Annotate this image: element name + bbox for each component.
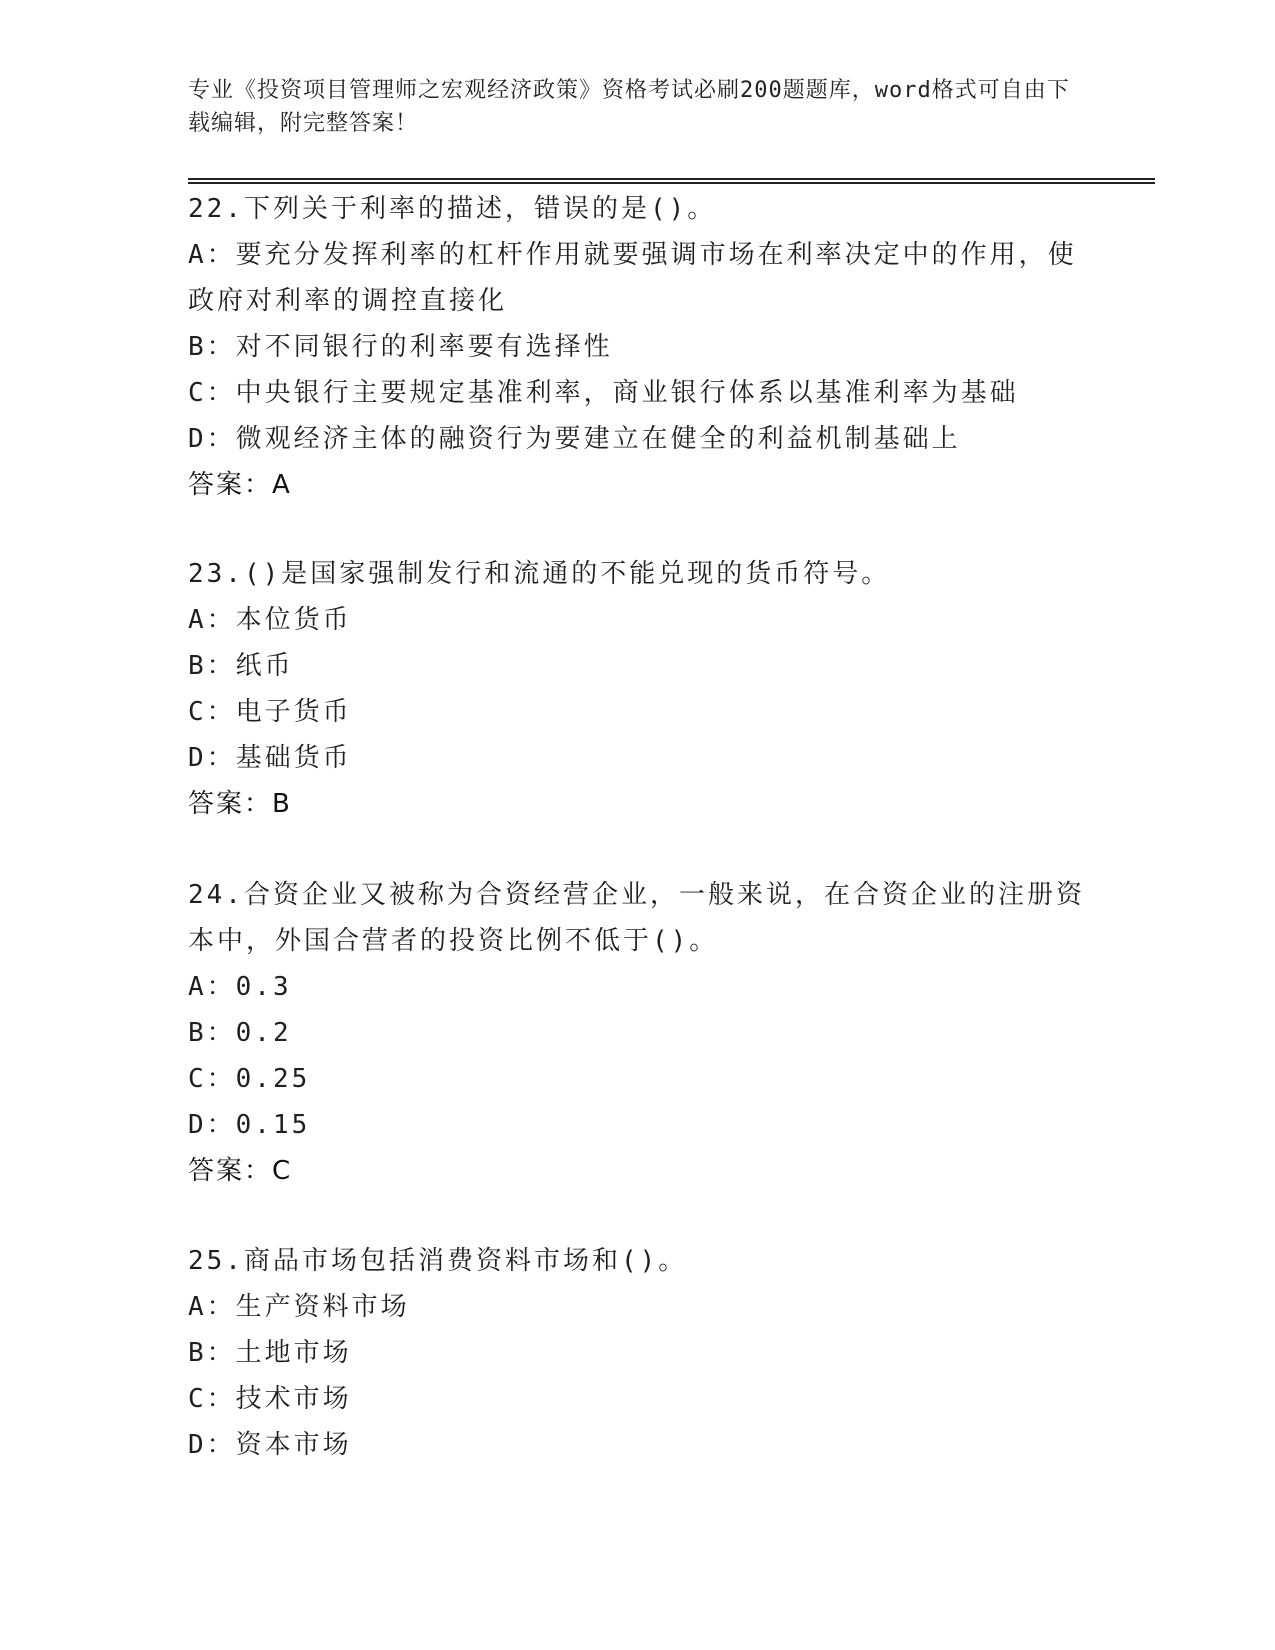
question-stem: 23.()是国家强制发行和流通的不能兑现的货币符号。 bbox=[188, 559, 891, 589]
option-c: C：电子货币 bbox=[188, 697, 352, 727]
question-22 bbox=[188, 186, 1088, 508]
option-a: A：生产资料市场 bbox=[188, 1292, 410, 1322]
option-b: B：0.2 bbox=[188, 1018, 292, 1048]
answer-label: 答案：A bbox=[188, 470, 292, 500]
question-stem: 22.下列关于利率的描述，错误的是()。 bbox=[188, 194, 717, 224]
option-d: D：基础货币 bbox=[188, 743, 352, 773]
option-b: B：纸币 bbox=[188, 651, 294, 681]
option-a: A：本位货币 bbox=[188, 605, 352, 635]
option-a: A：要充分发挥利率的杠杆作用就要强调市场在利率决定中的作用，使 bbox=[188, 240, 1077, 270]
option-d: D：微观经济主体的融资行为要建立在健全的利益机制基础上 bbox=[188, 424, 961, 454]
option-b: B：对不同银行的利率要有选择性 bbox=[188, 332, 613, 362]
header-rule-bottom bbox=[188, 182, 1155, 184]
question-25 bbox=[188, 1238, 1088, 1468]
option-c: C：0.25 bbox=[188, 1064, 311, 1094]
option-d: D：0.15 bbox=[188, 1110, 311, 1140]
question-stem-continued: 本中，外国合营者的投资比例不低于()。 bbox=[188, 926, 719, 956]
option-c: C：中央银行主要规定基准利率，商业银行体系以基准利率为基础 bbox=[188, 378, 1019, 408]
answer-label: 答案：B bbox=[188, 789, 292, 819]
question-23 bbox=[188, 551, 1088, 827]
document-header-title: 专业《投资项目管理师之宏观经济政策》资格考试必刷200题题库，word格式可自由下载编辑，附完整答案！ bbox=[188, 78, 1070, 136]
option-b: B：土地市场 bbox=[188, 1338, 352, 1368]
header-rule-top bbox=[188, 178, 1155, 180]
question-stem: 25.商品市场包括消费资料市场和()。 bbox=[188, 1246, 688, 1276]
option-a: A：0.3 bbox=[188, 972, 292, 1002]
option-c: C：技术市场 bbox=[188, 1384, 352, 1414]
option-a-continued: 政府对利率的调控直接化 bbox=[188, 286, 508, 316]
answer-label: 答案：C bbox=[188, 1156, 293, 1186]
option-d: D：资本市场 bbox=[188, 1430, 352, 1460]
question-stem: 24.合资企业又被称为合资经营企业，一般来说，在合资企业的注册资 bbox=[188, 880, 1085, 910]
question-24 bbox=[188, 872, 1088, 1194]
